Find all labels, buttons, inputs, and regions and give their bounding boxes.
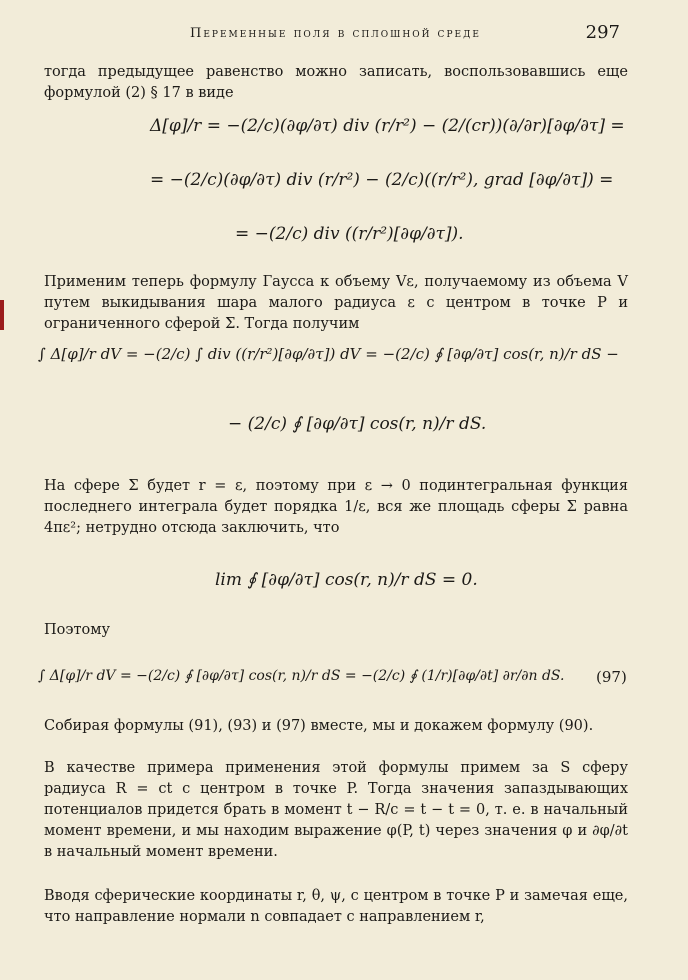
equation-1-line-3: = −(2/c) div ((r/r²)[∂φ/∂τ]). (235, 224, 464, 244)
equation-1-line-1: Δ[φ]/r = −(2/c)(∂φ/∂τ) div (r/r²) − (2/(cr))(∂/∂r)[∂φ/∂τ] = (150, 116, 625, 136)
equation-1-line-2: = −(2/c)(∂φ/∂τ) div (r/r²) − (2/c)((r/r²), grad [∂φ/∂τ]) = (150, 170, 614, 190)
paragraph-intro: тогда предыдущее равенство можно записать, воспользовавшись еще формулой (2) § 17 в виде (44, 64, 628, 101)
equation-limit: lim ∮ [∂φ/∂τ] cos(r, n)/r dS = 0. (215, 570, 478, 590)
page-number: 297 (585, 22, 620, 43)
paragraph-example: В качестве примера применения этой формулы примем за S сферу радиуса R = ct с центром в точке P. Тогда значения запаздывающих потенциалов придется брать в момент t − R/c = t − t = 0, т. е. в начальный момент времени, и мы находим выражение φ(P, t) через значения φ и ∂φ/∂t в начальный момент времени. (44, 760, 628, 860)
running-header (40, 22, 650, 46)
running-title: Переменные поля в сплошной среде (190, 26, 481, 41)
equation-number-97: (97) (596, 668, 627, 686)
paragraph-sphere: На сфере Σ будет r = ε, поэтому при ε → 0 подинтегральная функция последнего интеграла будет порядка 1/ε, вся же площадь сферы Σ равна 4πε²; нетрудно отсюда заключить, что (44, 478, 628, 536)
paragraph-collecting: Собирая формулы (91), (93) и (97) вместе, мы и докажем формулу (90). (44, 718, 594, 734)
paragraph-therefore: Поэтому (44, 622, 111, 638)
equation-2-line-2: − (2/c) ∮ [∂φ/∂τ] cos(r, n)/r dS. (228, 414, 487, 434)
equation-97: ∫ Δ[φ]/r dV = −(2/c) ∮ [∂φ/∂τ] cos(r, n)/r dS = −(2/c) ∮ (1/r)[∂φ/∂t] ∂r/∂n dS. (38, 668, 565, 684)
paragraph-spherical: Вводя сферические координаты r, θ, ψ, с центром в точке P и замечая еще, что направление нормали n совпадает с направлением r, (44, 888, 628, 925)
paragraph-gauss: Применим теперь формулу Гаусса к объему Vε, получаемому из объема V путем выкидывания шара малого радиуса ε с центром в точке P и ограниченного сферой Σ. Тогда получим (44, 274, 628, 332)
equation-2-line-1: ∫ Δ[φ]/r dV = −(2/c) ∫ div ((r/r²)[∂φ/∂τ]) dV = −(2/c) ∮ [∂φ/∂τ] cos(r, n)/r dS − (38, 345, 619, 363)
margin-mark (0, 300, 4, 330)
